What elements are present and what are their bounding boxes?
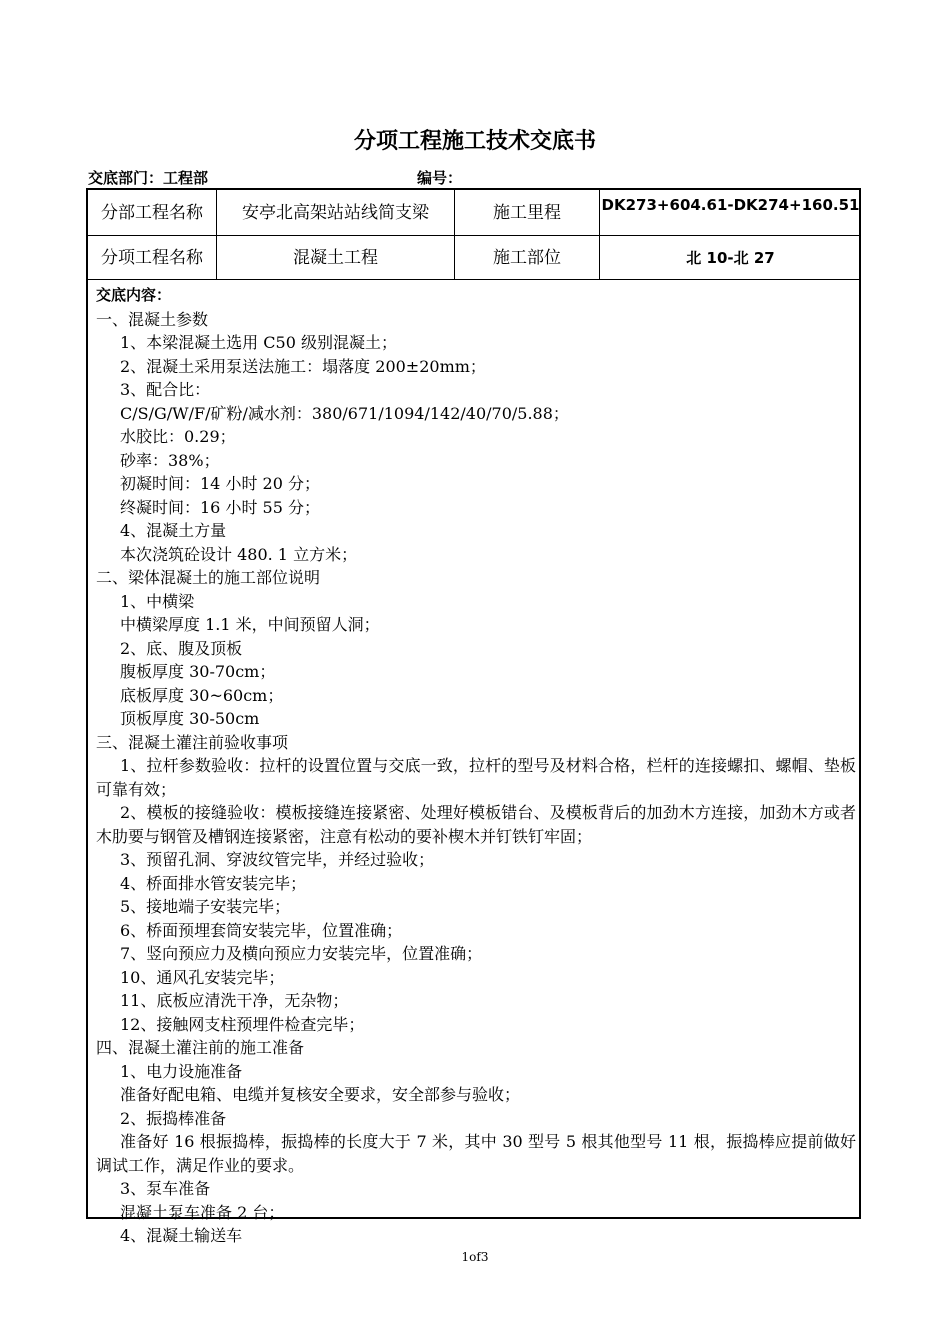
content-line: 4、桥面排水管安装完毕； [120, 873, 307, 893]
content-line: 终凝时间：16 小时 55 分； [120, 497, 320, 517]
document-title: 分项工程施工技术交底书 [353, 129, 596, 154]
construction-mileage-value: DK273+604.61-DK274+160.51 [601, 196, 860, 214]
sub-project-name-label: 分部工程名称 [101, 202, 203, 223]
item-project-name-label: 分项工程名称 [101, 247, 203, 268]
content-line: 混凝土泵车准备 2 台； [120, 1202, 285, 1222]
content-line: 1、本梁混凝土选用 C50 级别混凝土； [120, 333, 397, 352]
content-line: 7、竖向预应力及横向预应力安装完毕，位置准确； [120, 944, 483, 963]
page-number: 1of3 [461, 1250, 489, 1264]
department-label: 交底部门：工程部 [88, 169, 209, 187]
content-line: 6、桥面预埋套筒安装完毕，位置准确； [120, 920, 403, 940]
content-line: 5、接地端子安装完毕； [120, 897, 291, 916]
content-line: 2、底、腹及顶板 [120, 638, 243, 658]
content-line: C/S/G/W/F/矿粉/减水剂：380/671/1094/142/40/70/5.88； [120, 403, 569, 423]
construction-location-value: 北 10-北 27 [686, 248, 775, 267]
content-line: 一、混凝土参数 [96, 309, 209, 329]
content-line: 本次浇筑砼设计 480. 1 立方米； [120, 544, 358, 564]
content-line: 11、底板应清洗干净，无杂物； [120, 991, 349, 1010]
content-line: 2、混凝土采用泵送法施工：塌落度 200±20mm； [120, 356, 486, 376]
item-project-name-value: 混凝土工程 [293, 247, 378, 268]
content-line: 1、拉杆参数验收：拉杆的设置位置与交底一致，拉杆的型号及材料合格，栏杆的连接螺扣、螺帽、垫板可靠有效； [96, 756, 856, 799]
content-line: 4、混凝土输送车 [120, 1226, 243, 1245]
disclosure-table [86, 188, 861, 1245]
row-divider [88, 279, 859, 280]
sub-project-name-value: 安亭北高架站站线简支梁 [242, 202, 429, 223]
content-lines [96, 308, 856, 1248]
content-line: 1、电力设施准备 [120, 1061, 243, 1081]
content-line: 中横梁厚度 1.1 米，中间预留人洞； [120, 615, 380, 634]
content-line: 二、梁体混凝土的施工部位说明 [96, 568, 321, 587]
content-line: 3、预留孔洞、穿波纹管完毕，并经过验收； [120, 850, 435, 869]
content-line: 底板厚度 30~60cm； [120, 685, 284, 705]
content-line: 初凝时间：14 小时 20 分； [120, 474, 320, 493]
construction-mileage-label: 施工里程 [493, 202, 561, 223]
content-heading: 交底内容： [96, 286, 172, 304]
disclosure-content [96, 284, 856, 1248]
content-line: 12、接触网支柱预埋件检查完毕； [120, 1014, 365, 1034]
content-line: 准备好 16 根振捣棒，振捣棒的长度大于 7 米，其中 30 型号 5 根其他型号 11 根，振捣棒应提前做好调试工作，满足作业的要求。 [96, 1132, 856, 1175]
content-line: 顶板厚度 30-50cm [120, 709, 260, 728]
construction-location-label: 施工部位 [493, 247, 561, 268]
content-line: 2、振捣棒准备 [120, 1108, 227, 1128]
content-line: 四、混凝土灌注前的施工准备 [96, 1038, 305, 1057]
content-line: 1、中横梁 [120, 591, 195, 611]
content-line: 2、模板的接缝验收：模板接缝连接紧密、处理好模板错台、及模板背后的加劲木方连接，加劲木方或者木肋要与钢管及槽钢连接紧密，注意有松动的要补楔木并钉铁钉牢固； [96, 803, 856, 846]
content-line: 3、泵车准备 [120, 1179, 211, 1198]
content-line: 三、混凝土灌注前验收事项 [96, 732, 289, 752]
content-line: 腹板厚度 30-70cm； [120, 662, 276, 681]
content-line: 砂率：38%； [120, 450, 220, 470]
content-line: 10、通风孔安装完毕； [120, 967, 285, 987]
content-line: 准备好配电箱、电缆并复核安全要求，安全部参与验收； [120, 1085, 521, 1104]
content-line: 4、混凝土方量 [120, 521, 227, 540]
content-line: 水胶比：0.29； [120, 427, 236, 446]
number-label: 编号： [417, 169, 463, 187]
content-line: 3、配合比： [120, 380, 211, 399]
